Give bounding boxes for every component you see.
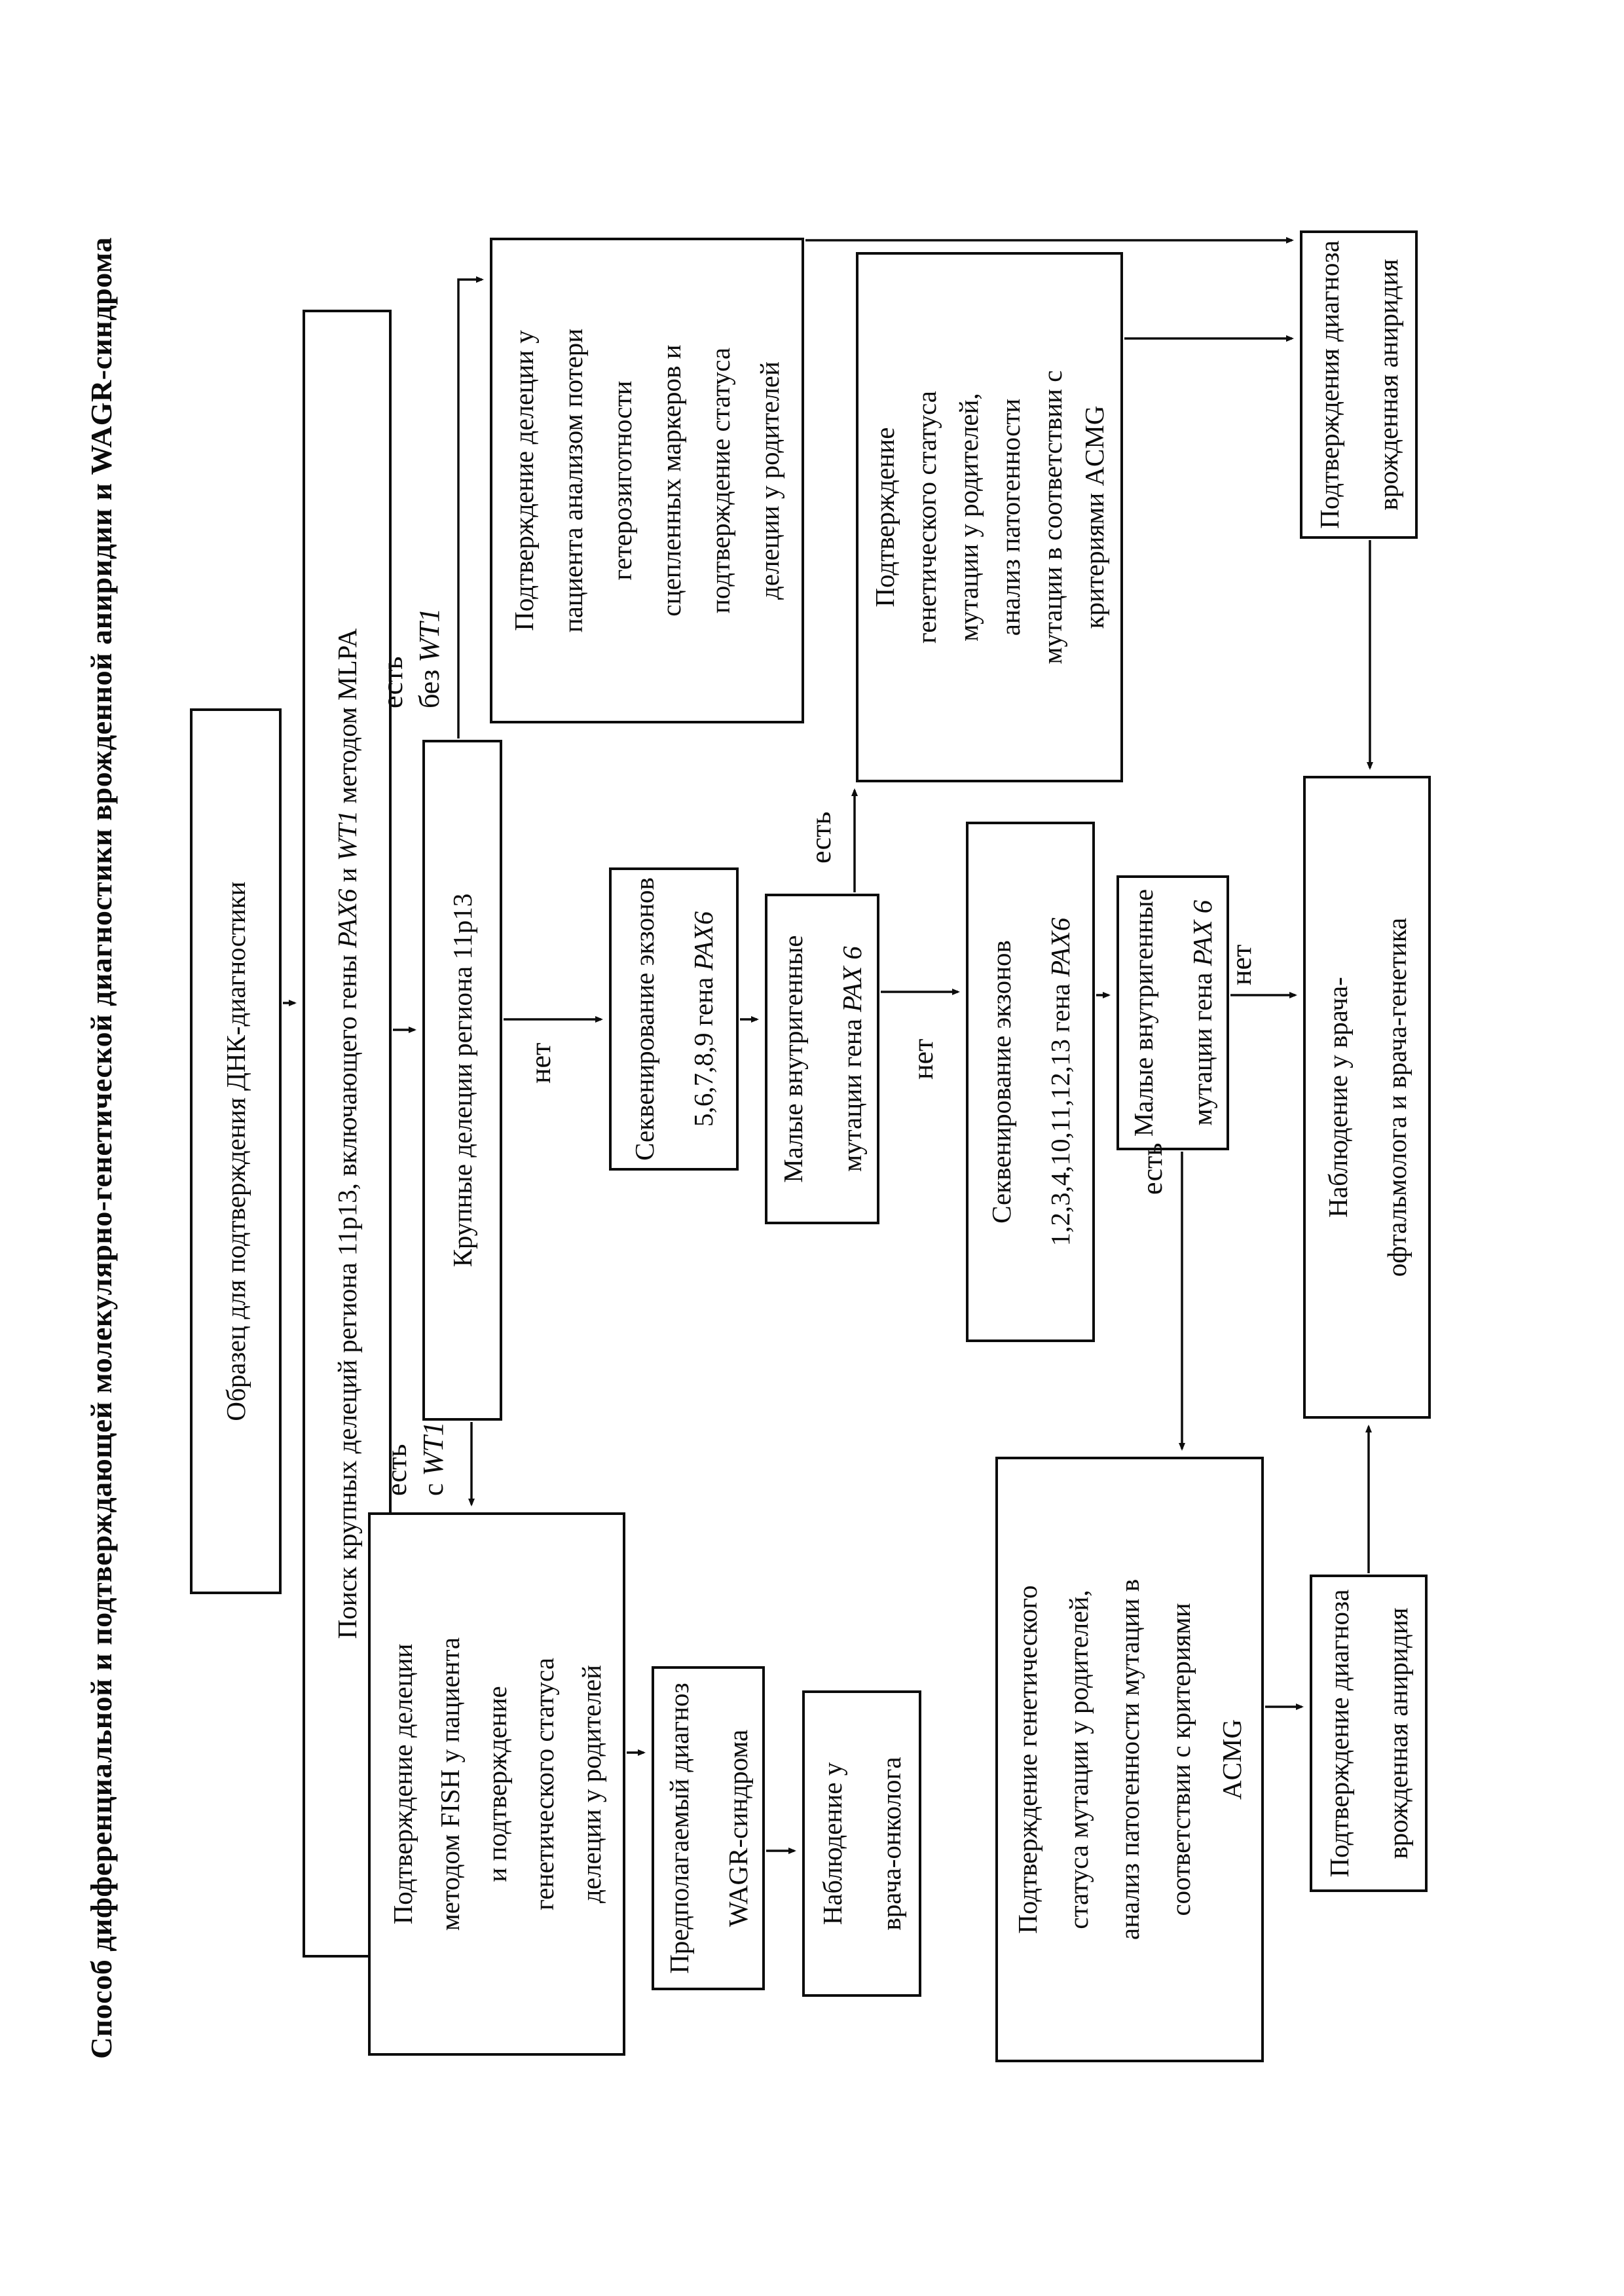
- box-loh-confirmation: Подтверждение делеции у пациента анализом потери гетерозиготности сцепленных маркеров и подтверждение статуса делеции у родителей: [490, 238, 804, 723]
- arrow-deletions-to-loh: [458, 280, 482, 738]
- box-small-mutations-2: Малые внутригенные мутации гена PAX 6: [1116, 875, 1229, 1150]
- label-yes-to-acmg-bottom: есть: [1136, 1142, 1168, 1195]
- label-yes-without-wt1: есть без WT1: [377, 608, 445, 708]
- box-small-mutations-1: Малые внутригенные мутации гена PAX 6: [765, 894, 879, 1224]
- box-sample: Образец для подтверждения ДНК-диагностики: [190, 708, 282, 1594]
- box-large-deletions: Крупные делеции региона 11p13: [422, 740, 502, 1421]
- box-diagnosis-top: Подтверждения диагноза врожденная аниридия: [1300, 230, 1418, 539]
- label-yes-to-acmg-top: есть: [805, 811, 837, 864]
- page-title: Способ дифференциальной и подтверждающей молекулярно-генетической диагностики врожденной аниридии и WAGR-синдрома: [84, 237, 118, 2059]
- label-no-to-seq59: нет: [525, 1042, 557, 1084]
- box-wagr-diagnosis: Предполагаемый диагноз WAGR-синдрома: [652, 1666, 765, 1990]
- box-search-mlpa: Поиск крупных делеций региона 11p13, включающего гены PAX6 и WT1 методом MLPA: [303, 310, 392, 1958]
- box-observation-ophtalmologist: Наблюдение у врача- офтальмолога и врача-генетика: [1303, 776, 1431, 1419]
- box-sequencing-1-13: Секвенирование экзонов 1,2,3,4,10,11,12,13 гена PAX6: [966, 822, 1095, 1342]
- box-sequencing-5-9: Секвенирование экзонов 5,6,7,8,9 гена PAX6: [609, 867, 739, 1171]
- box-diagnosis-bottom: Подтверждение диагноза врожденная аниридия: [1310, 1575, 1428, 1892]
- label-no-to-seq113: нет: [907, 1038, 939, 1080]
- label-yes-with-wt1: есть с WT1: [380, 1421, 449, 1496]
- box-acmg-bottom: Подтверждение генетического статуса мутации у родителей, анализ патогенности мутации в соответствии с критериями ACMG: [995, 1457, 1264, 2062]
- box-fish-confirmation: Подтверждение делеции методом FISH у пациента и подтверждение генетического статуса делеции у родителей: [368, 1512, 625, 2056]
- label-no-to-observation: нет: [1225, 944, 1257, 985]
- box-acmg-top: Подтверждение генетического статуса мутации у родителей, анализ патогенности мутации в соответствии с критериями ACMG: [856, 252, 1123, 782]
- box-oncologist: Наблюдение у врача-онколога: [802, 1690, 921, 1997]
